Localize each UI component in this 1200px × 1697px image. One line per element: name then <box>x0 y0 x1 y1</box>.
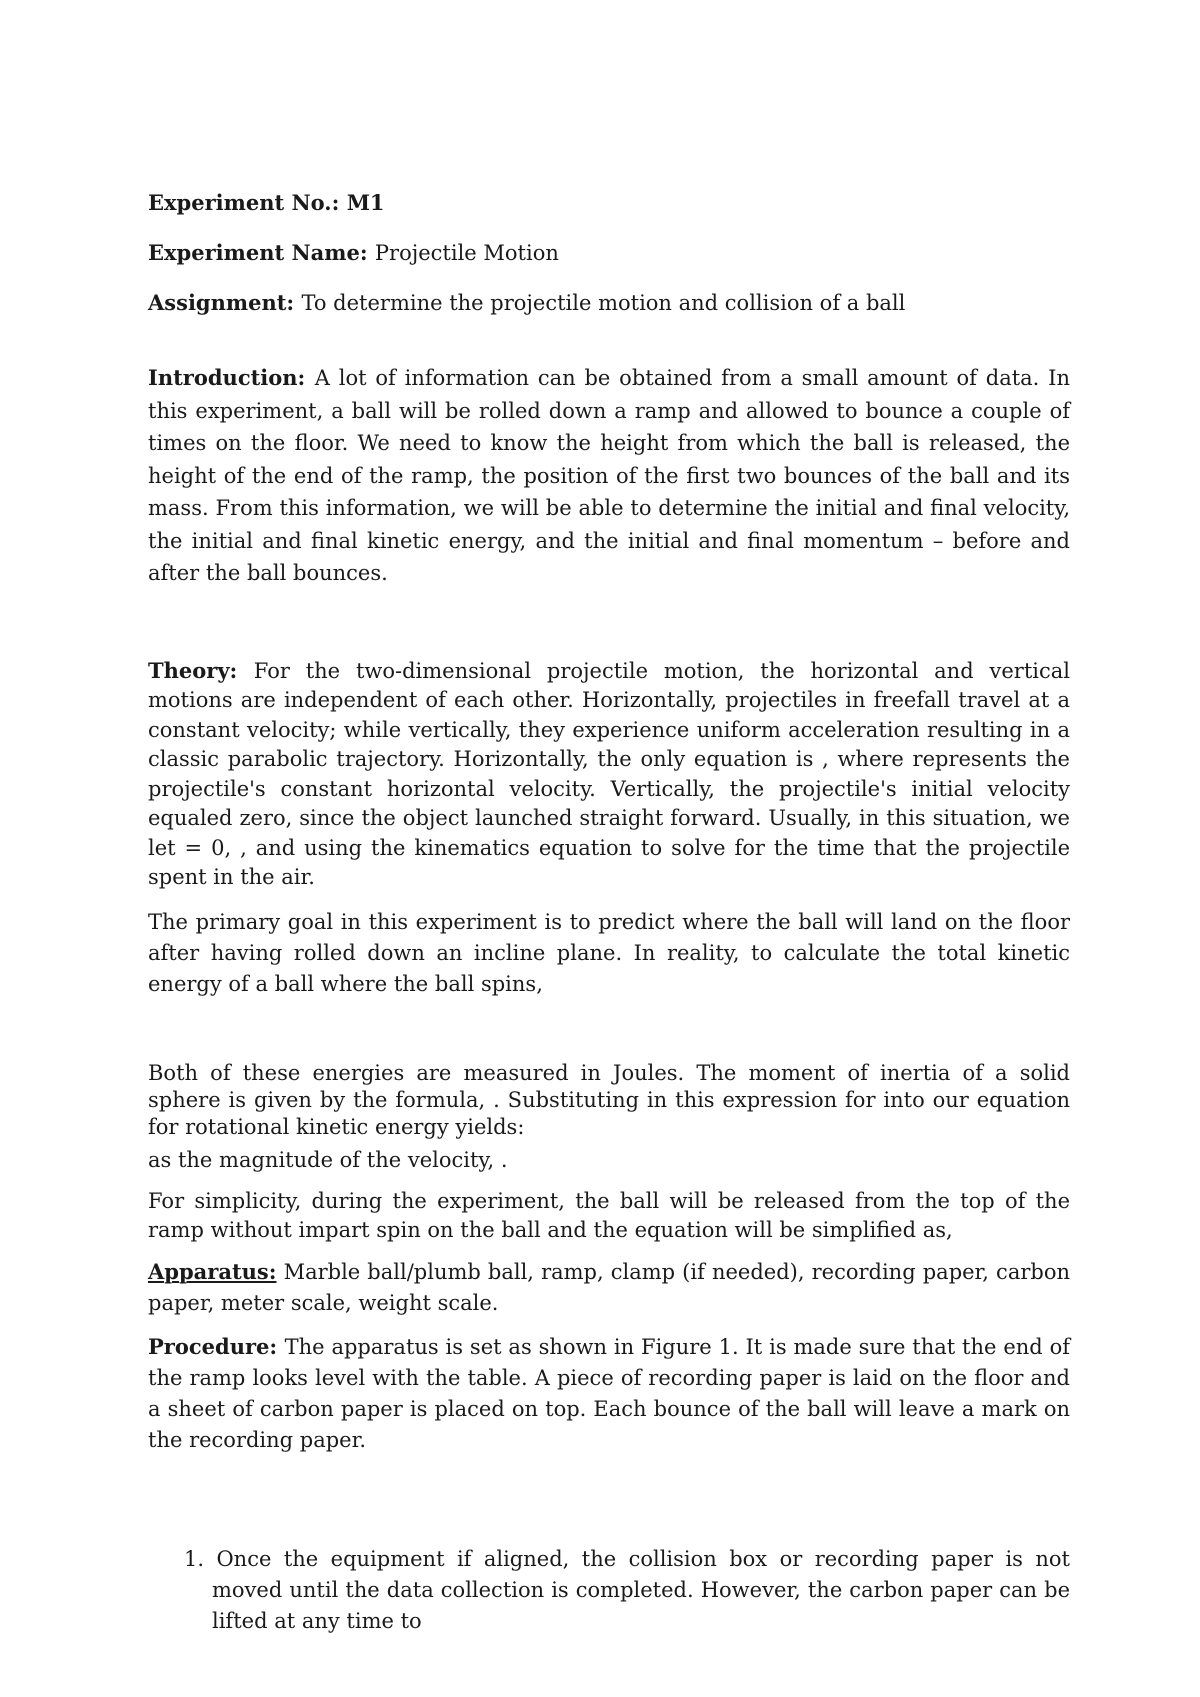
apparatus-label: Apparatus: <box>148 1258 277 1284</box>
experiment-name-value: Projectile Motion <box>374 241 559 265</box>
introduction-text: A lot of information can be obtained from a small amount of data. In this experiment, a ball will be rolled down a ramp and allowed to bounce a couple of times on the floor. We need to know the height from which the ball is released, the height of the end of the ramp, the position of the first two bounces of the ball and its mass. From this information, we will be able to determine the initial and final velocity, the initial and final kinetic energy, and the initial and final momentum – before and after the ball bounces. <box>148 366 1070 585</box>
introduction-label: Introduction: <box>148 365 315 390</box>
assignment-label: Assignment: <box>148 290 302 315</box>
procedure-label: Procedure: <box>148 1333 285 1359</box>
step-text: Once the equipment if aligned, the collision box or recording paper is not moved until the data collection is completed. However, the carbon paper can be lifted at any time to <box>212 1546 1070 1633</box>
procedure-text: The apparatus is set as shown in Figure 1. It is made sure that the end of the ramp looks level with the table. A piece of recording paper is laid on the floor and a sheet of carbon paper is placed on top. Each bounce of the ball will leave a mark on the recording paper. <box>148 1334 1070 1452</box>
list-item <box>148 1544 1070 1637</box>
energies-paragraph <box>148 1060 1070 1141</box>
simplicity-paragraph <box>148 1187 1070 1246</box>
apparatus-text: Marble ball/plumb ball, ramp, clamp (if needed), recording paper, carbon paper, meter scale, weight scale. <box>148 1259 1070 1315</box>
theory-text: For the two-dimensional projectile motion, the horizontal and vertical motions are independent of each other. Horizontally, projectiles in freefall travel at a constant velocity; while vertically, they experience uniform acceleration resulting in a classic parabolic trajectory. Horizontally, the only equation is , where represents the projectile's constant horizontal velocity. Vertically, the projectile's initial velocity equaled zero, since the object launched straight forward. Usually, in this situation, we let = 0, , and using the kinematics equation to solve for the time that the projectile spent in the air. <box>148 658 1070 889</box>
magnitude-text: as the magnitude of the velocity, . <box>148 1147 508 1172</box>
procedure-steps-list <box>148 1544 1070 1637</box>
assignment-line <box>148 288 1070 318</box>
apparatus-paragraph <box>148 1256 1070 1319</box>
document-page <box>148 188 1070 1637</box>
experiment-name-line <box>148 238 1070 268</box>
experiment-name-label: Experiment Name: <box>148 240 375 265</box>
experiment-number-line <box>148 188 1070 218</box>
goal-text: The primary goal in this experiment is to predict where the ball will land on the floor after having rolled down an incline plane. In reality, to calculate the total kinetic energy of a ball where the ball spins, <box>148 909 1070 996</box>
step-number: 1. <box>184 1546 217 1571</box>
simplicity-text: For simplicity, during the experiment, the ball will be released from the top of the ramp without impart spin on the ball and the equation will be simplified as, <box>148 1188 1070 1242</box>
goal-paragraph <box>148 907 1070 1000</box>
theory-label: Theory: <box>148 657 254 683</box>
energies-text: Both of these energies are measured in Joules. The moment of inertia of a solid sphere is given by the formula, . Substituting in this expression for into our equation for rotational kinetic energy yields: <box>148 1060 1070 1139</box>
magnitude-paragraph <box>148 1145 1070 1175</box>
theory-paragraph <box>148 656 1070 893</box>
introduction-paragraph <box>148 362 1070 590</box>
procedure-paragraph <box>148 1331 1070 1456</box>
experiment-number-value: M1 <box>346 190 385 215</box>
assignment-value: To determine the projectile motion and collision of a ball <box>301 291 906 315</box>
experiment-number-label: Experiment No.: <box>148 190 347 215</box>
